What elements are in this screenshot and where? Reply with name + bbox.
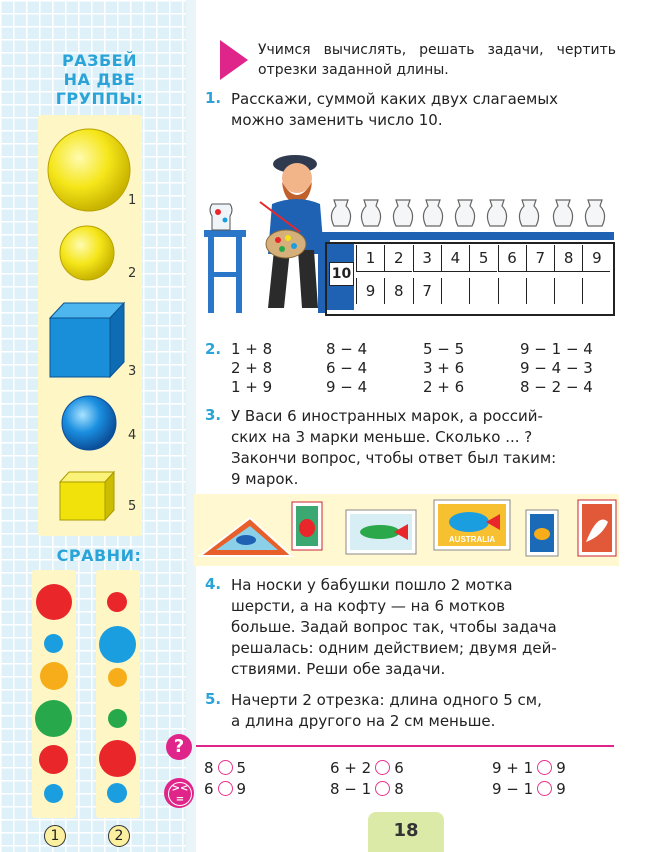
task-5-text <box>231 690 616 732</box>
question-icon: ? <box>166 734 192 760</box>
task-1-text <box>231 89 616 131</box>
table-cell <box>554 278 582 304</box>
blue-ball <box>62 396 116 450</box>
comparison-left: 9 + 1 <box>492 759 534 777</box>
comparison-blank-circle[interactable] <box>375 781 390 796</box>
expression: 2 + 6 <box>423 378 465 396</box>
comparison-row <box>492 758 566 779</box>
shapes-illustration <box>38 115 142 536</box>
expression: 3 + 6 <box>423 359 465 377</box>
stamp-fish-orange <box>578 500 616 556</box>
small-yellow-cube <box>60 472 114 520</box>
expression: 6 − 4 <box>326 359 368 377</box>
comparison-right: 9 <box>556 780 566 798</box>
task-line: Расскажи, суммой каких двух слагаемых <box>231 90 559 108</box>
task-line: Начерти 2 отрезка: длина одного 5 см, <box>231 691 542 709</box>
task-line: решалась: одним действием; двумя дей- <box>231 639 557 657</box>
task-3-text <box>231 406 616 490</box>
comparison-row <box>330 779 404 800</box>
page-number: 18 <box>393 820 419 841</box>
expression: 5 − 5 <box>423 340 465 358</box>
table-cell: 6 <box>498 245 526 272</box>
table-cell <box>469 278 497 304</box>
expression: 1 + 8 <box>231 340 273 358</box>
shape-number: 4 <box>128 428 137 443</box>
table-cell: 8 <box>554 245 582 272</box>
table-cell: 4 <box>441 245 469 272</box>
stamp-fish-blue <box>526 510 558 556</box>
comparison-left: 8 − 1 <box>330 780 372 798</box>
table-cell <box>498 278 526 304</box>
comparison-row <box>204 758 246 779</box>
comparison-left: 6 + 2 <box>330 759 372 777</box>
task-line: ствиями. Реши обе задачи. <box>231 660 446 678</box>
shape-number: 5 <box>128 499 137 514</box>
table-cell: 5 <box>469 245 497 272</box>
big-blue-cube <box>50 303 124 377</box>
table-cell: 1 <box>356 245 384 272</box>
column-label-2: 2 <box>108 825 130 847</box>
comparison-blank-circle[interactable] <box>375 760 390 775</box>
section-divider <box>196 745 614 747</box>
task-line: больше. Задай вопрос так, чтобы задача <box>231 618 557 636</box>
comparison-left: 9 − 1 <box>492 780 534 798</box>
table-cell <box>441 278 469 304</box>
group-task-title <box>52 51 147 108</box>
task-line: Закончи вопрос, чтобы ответ был таким: <box>231 449 557 467</box>
stamp-label: AUSTRALIA <box>448 535 496 544</box>
table-cell <box>526 278 554 304</box>
task-line: ских на 3 марки меньше. Сколько ... ? <box>231 428 533 446</box>
task-4-text <box>231 575 616 680</box>
comparison-blank-circle[interactable] <box>218 781 233 796</box>
stamp-fish-red <box>292 502 322 550</box>
group-title-line: РАЗБЕЙ <box>62 51 137 70</box>
task-line: 9 марок. <box>231 470 299 488</box>
shape-number: 2 <box>128 266 137 281</box>
expression: 9 − 4 <box>326 378 368 396</box>
table-cell: 7 <box>526 245 554 272</box>
task-number: 1. <box>205 89 222 107</box>
intro-text: Учимся вычислять, решать задачи, чертить отрезки заданной длины. <box>258 42 616 78</box>
group-title-line: НА ДВЕ <box>63 70 136 89</box>
potter-figure <box>260 155 324 308</box>
stamps-illustration <box>194 494 619 566</box>
task-line: На носки у бабушки пошло 2 мотка <box>231 576 513 594</box>
page-margin <box>186 0 196 852</box>
comparison-blank-circle[interactable] <box>537 760 552 775</box>
table-label: 10 <box>329 262 354 286</box>
comparison-right: 6 <box>394 759 404 777</box>
compare-signs-icon: >< = <box>164 778 194 808</box>
group-title-line: ГРУППЫ: <box>55 89 144 108</box>
big-yellow-ball <box>48 129 130 211</box>
stamp-fish-green <box>346 510 416 554</box>
shape-number: 3 <box>128 364 137 379</box>
table-cell: 9 <box>582 245 610 272</box>
expression: 2 + 8 <box>231 359 273 377</box>
compare-column-2 <box>96 570 140 818</box>
expression: 8 − 4 <box>326 340 368 358</box>
expression: 8 − 2 − 4 <box>520 378 593 396</box>
stamp-triangle <box>200 518 292 556</box>
comparison-right: 8 <box>394 780 404 798</box>
comparison-blank-circle[interactable] <box>537 781 552 796</box>
compare-title: СРАВНИ: <box>56 546 142 565</box>
table-cell: 9 <box>356 278 384 304</box>
small-yellow-ball <box>60 226 114 280</box>
table-cell: 3 <box>413 245 441 272</box>
expression: 9 − 4 − 3 <box>520 359 593 377</box>
task-line: У Васи 6 иностранных марок, а россий- <box>231 407 543 425</box>
task-number: 4. <box>205 575 222 593</box>
task-number: 2. <box>205 340 222 358</box>
expression: 9 − 1 − 4 <box>520 340 593 358</box>
comparison-left: 6 <box>204 780 214 798</box>
task-number: 3. <box>205 406 222 424</box>
task-number: 5. <box>205 690 222 708</box>
comparison-right: 5 <box>236 759 247 777</box>
table-cell: 7 <box>413 278 441 304</box>
table-cell: 8 <box>384 278 412 304</box>
comparison-right: 9 <box>556 759 566 777</box>
comparison-left: 8 <box>204 759 214 777</box>
compare-column-1 <box>32 570 76 818</box>
table-cell: 2 <box>384 245 412 272</box>
comparison-row <box>492 779 566 800</box>
comparison-right: 9 <box>236 780 247 798</box>
table-cell <box>582 278 610 304</box>
comparison-row <box>330 758 404 779</box>
task-line: а длина другого на 2 см меньше. <box>231 712 496 730</box>
expression: 1 + 9 <box>231 378 273 396</box>
comparison-row <box>204 779 246 800</box>
comparison-blank-circle[interactable] <box>218 760 233 775</box>
column-label-1: 1 <box>44 825 66 847</box>
play-triangle-icon <box>220 40 250 80</box>
task-line: можно заменить число 10. <box>231 111 443 129</box>
shape-number: 1 <box>128 193 137 208</box>
task-line: шерсти, а на кофту — на 6 мотков <box>231 597 506 615</box>
stamp-australia <box>434 500 510 550</box>
